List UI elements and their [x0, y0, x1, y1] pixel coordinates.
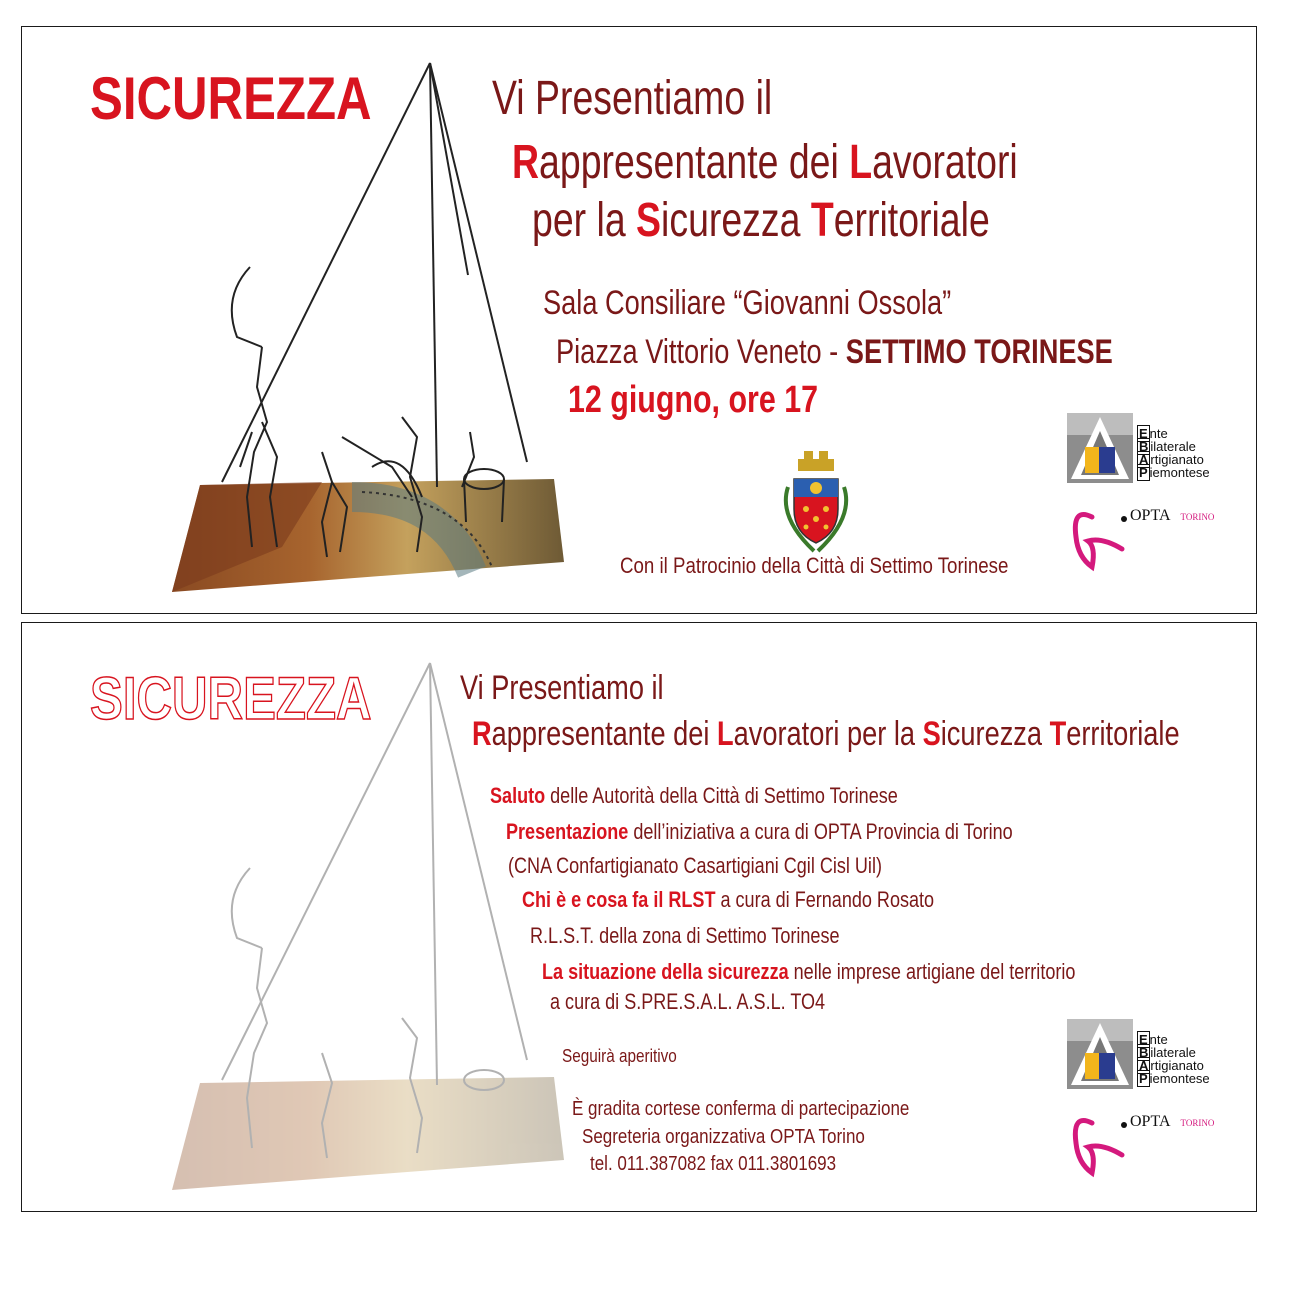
ebap-word-initial: P — [1139, 1071, 1148, 1086]
address-city: SETTIMO TORINESE — [845, 333, 1113, 371]
headline-initial: T — [1049, 715, 1067, 753]
venue: Sala Consiliare “Giovanni Ossola” — [543, 284, 952, 322]
program-item-title: Presentazione — [506, 819, 629, 844]
program-item-title: La situazione della sicurezza — [542, 959, 789, 984]
program-item — [508, 853, 964, 879]
brand-title-outline: SICUREZZA — [90, 665, 372, 732]
program-item-text: a cura di S.PRE.S.A.L. A.S.L. TO4 — [550, 989, 826, 1014]
opta-swoosh-icon — [1062, 1103, 1132, 1183]
program-item — [506, 819, 1124, 845]
ebap-word-initial: A — [1139, 1058, 1149, 1073]
address-street: Piazza Vittorio Veneto - — [556, 333, 846, 371]
aperitivo: Seguirà aperitivo — [562, 1046, 677, 1066]
headline-initial: S — [636, 194, 662, 247]
headline-line-1: Vi Presentiamo il — [460, 669, 664, 707]
ebap-word-initial: B — [1139, 439, 1149, 454]
ebap-logo — [1067, 413, 1237, 493]
headline-initial: T — [810, 194, 834, 247]
program-item — [522, 887, 1025, 913]
headline-initial: R — [512, 136, 540, 189]
headline-line-2 — [512, 137, 1160, 189]
address — [556, 332, 1252, 372]
city-coat-of-arms-icon — [774, 447, 858, 559]
invitation-back — [21, 622, 1257, 1212]
headline-line-3 — [532, 195, 1119, 247]
ebap-wordmark — [1137, 427, 1210, 479]
opta-name: OPTA — [1130, 507, 1171, 524]
headline-text: per la — [532, 194, 637, 247]
ebap-word-initial: B — [1139, 1045, 1149, 1060]
opta-name: OPTA — [1130, 1113, 1171, 1130]
headline-initial: L — [849, 136, 873, 189]
opta-logo — [1062, 1103, 1232, 1183]
headline-text: icurezza — [940, 715, 1050, 753]
ebap-word-rest: nte — [1149, 1032, 1168, 1047]
ebap-wordmark — [1137, 1033, 1210, 1085]
ebap-word-initial: A — [1139, 452, 1149, 467]
patronage: Con il Patrocinio della Città di Settimo Torinese — [620, 553, 1009, 578]
headline-text: avoratori per la — [733, 715, 923, 753]
program-item-text: dell’iniziativa a cura di OPTA Provincia di Torino — [628, 819, 1013, 844]
headline-text: appresentante dei — [539, 136, 850, 189]
contacts: tel. 011.387082 fax 011.3801693 — [590, 1153, 837, 1175]
ebap-word-rest: rtigianato — [1150, 452, 1204, 467]
ebap-word — [1137, 466, 1210, 479]
ebap-mark-icon — [1067, 413, 1133, 483]
headline-text: erritoriale — [833, 194, 990, 247]
headline-text: avoratori — [872, 136, 1018, 189]
event-date: 12 giugno, ore 17 — [568, 379, 819, 421]
ebap-mark-icon — [1067, 1019, 1133, 1089]
program-item-text: (CNA Confartigianato Casartigiani Cgil Cisl Uil) — [508, 853, 882, 878]
program-item — [542, 959, 1193, 985]
opta-city: TORINO — [1180, 1118, 1215, 1128]
headline-line-1: Vi Presentiamo il — [492, 72, 773, 125]
headline-initial: S — [922, 715, 941, 753]
invitation-front — [21, 26, 1257, 614]
program-item-text: R.L.S.T. della zona di Settimo Torinese — [530, 923, 840, 948]
headline-initial: R — [472, 715, 492, 753]
ebap-word-initial: E — [1139, 1032, 1148, 1047]
program-item — [530, 923, 907, 949]
program-item-text: delle Autorità della Città di Settimo Torinese — [545, 783, 898, 808]
program-item-text: nelle imprese artigiane del territorio — [788, 959, 1076, 984]
headline-text: erritoriale — [1066, 715, 1180, 753]
ebap-word-initial: E — [1139, 426, 1148, 441]
ebap-word-rest: iemontese — [1149, 1071, 1210, 1086]
opta-wordmark — [1130, 507, 1214, 525]
opta-city: TORINO — [1180, 512, 1215, 522]
rsvp: È gradita cortese conferma di partecipazione — [572, 1098, 910, 1120]
opta-wordmark — [1130, 1113, 1214, 1131]
opta-swoosh-icon — [1062, 497, 1132, 577]
opta-logo — [1062, 497, 1232, 577]
ebap-word-initial: P — [1139, 465, 1148, 480]
ebap-word — [1137, 1072, 1210, 1085]
program-item — [550, 989, 885, 1015]
ebap-logo — [1067, 1019, 1237, 1099]
secretariat: Segreteria organizzativa OPTA Torino — [582, 1126, 865, 1148]
headline-line-2 — [472, 715, 1257, 753]
program-item-title: Saluto — [490, 783, 546, 808]
ebap-word-rest: rtigianato — [1150, 1058, 1204, 1073]
program-item-title: Chi è e cosa fa il RLST — [522, 887, 716, 912]
ebap-word-rest: nte — [1149, 426, 1168, 441]
brand-title — [90, 67, 433, 131]
headline-text: icurezza — [661, 194, 811, 247]
headline-initial: L — [716, 715, 734, 753]
program-item-text: a cura di Fernando Rosato — [715, 887, 935, 912]
ebap-word-rest: ilaterale — [1150, 1045, 1196, 1060]
headline-text: appresentante dei — [491, 715, 717, 753]
brand-title-text: SICUREZZA — [90, 65, 372, 132]
ebap-word-rest: ilaterale — [1150, 439, 1196, 454]
program-item — [490, 783, 987, 809]
ebap-word-rest: iemontese — [1149, 465, 1210, 480]
